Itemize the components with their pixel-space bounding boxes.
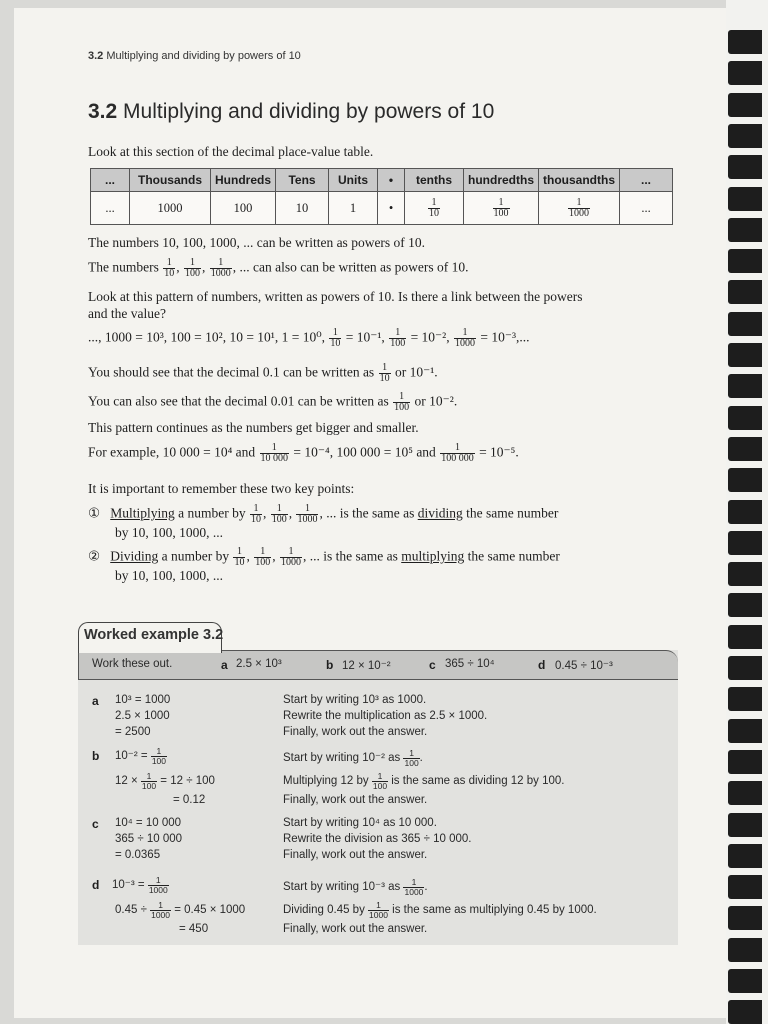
working-line: 365 ÷ 10 000 xyxy=(115,833,183,845)
part-c-letter: c xyxy=(92,817,99,831)
text-line: The numbers $\frac{1}{10}$ , $\frac{1}{100}$ , $\frac{1}{1000}$ , ... can also can be written as powers of 10. xyxy=(88,257,469,279)
explanation-line: Start by writing 10⁻³ as $\frac{1}{1000}$ . xyxy=(283,877,428,897)
part-expression: 2.5 × 10³ xyxy=(236,658,282,670)
binding-ring xyxy=(728,280,762,304)
explanation-line: Finally, work out the answer. xyxy=(283,726,428,738)
text-line: This pattern continues as the numbers get bigger and smaller. xyxy=(88,420,419,435)
binding-ring xyxy=(728,687,762,711)
part-letter: a xyxy=(221,658,228,672)
text-line: It is important to remember these two key points: xyxy=(88,481,355,496)
binding-ring xyxy=(728,343,762,367)
binding-ring xyxy=(728,656,762,680)
binding-ring xyxy=(728,562,762,586)
part-letter: b xyxy=(326,658,334,672)
working-line: = 0.0365 xyxy=(115,849,161,861)
binding-ring xyxy=(728,437,762,461)
binding-ring xyxy=(728,500,762,524)
table-header: tenths xyxy=(405,169,464,192)
binding-ring xyxy=(728,719,762,743)
working-line: 10⁻³ = $\frac{1}{1000}$ xyxy=(112,875,168,895)
table-cell: 1000 xyxy=(130,192,211,225)
worked-example-prompt: Work these out. xyxy=(92,658,173,670)
place-value-table xyxy=(90,168,673,225)
running-head xyxy=(88,50,301,62)
section-number: 3.2 xyxy=(88,100,118,123)
table-cell xyxy=(464,192,539,225)
part-expression: 0.45 ÷ 10⁻³ xyxy=(555,660,613,672)
binding-ring xyxy=(728,844,762,868)
explanation-line: Multiplying 12 by $\frac{1}{100}$ is the same as dividing 12 by 100. xyxy=(283,771,565,791)
table-cell: 10 xyxy=(276,192,329,225)
explanation-line: Finally, work out the answer. xyxy=(283,923,428,935)
key-point-1: ① Multiplying a number by $\frac{1}{10}$ , $\frac{1}{100}$ , $\frac{1}{1000}$ , ... is the same as dividing the same number xyxy=(88,503,559,525)
working-line: 12 × $\frac{1}{100}$ = 12 ÷ 100 xyxy=(115,771,215,791)
explanation-line: Start by writing 10⁻² as $\frac{1}{100}$ . xyxy=(283,748,423,768)
binding-ring xyxy=(728,124,762,148)
explanation-line: Rewrite the multiplication as 2.5 × 1000. xyxy=(283,710,488,722)
binding-ring xyxy=(728,30,762,54)
table-cell: ... xyxy=(620,192,673,225)
spiral-binding xyxy=(726,0,768,1024)
table-header: Units xyxy=(329,169,378,192)
part-letter: d xyxy=(538,658,546,672)
text-line: Look at this pattern of numbers, written as powers of 10. Is there a link between the powers xyxy=(88,289,583,304)
table-cell: 100 xyxy=(211,192,276,225)
binding-ring xyxy=(728,187,762,211)
explanation-line: Finally, work out the answer. xyxy=(283,794,428,806)
table-header: ... xyxy=(91,169,130,192)
working-line: 10⁻² = $\frac{1}{100}$ xyxy=(115,746,166,766)
table-cell xyxy=(405,192,464,225)
text-line: You should see that the decimal 0.1 can be written as $\frac{1}{10}$ or 10⁻¹. xyxy=(88,362,438,384)
table-header: thousandths xyxy=(539,169,620,192)
binding-ring xyxy=(728,93,762,117)
binding-ring xyxy=(728,750,762,774)
working-line: 0.45 ÷ $\frac{1}{1000}$ = 0.45 × 1000 xyxy=(115,900,246,920)
explanation-line: Start by writing 10⁴ as 10 000. xyxy=(283,817,437,829)
fraction: $\frac{1}{10}$ xyxy=(429,196,440,219)
part-expression: 12 × 10⁻² xyxy=(342,660,391,672)
working-line: 10⁴ = 10 000 xyxy=(115,817,182,829)
working-line: = 450 xyxy=(179,923,209,935)
working-line: 10³ = 1000 xyxy=(115,694,171,706)
table-header: ... xyxy=(620,169,673,192)
table-header: Tens xyxy=(276,169,329,192)
part-b-letter: b xyxy=(92,749,100,763)
text-line: The numbers 10, 100, 1000, ... can be written as powers of 10. xyxy=(88,235,426,250)
table-cell xyxy=(539,192,620,225)
key-point-2: ② Dividing a number by $\frac{1}{10}$ , $\frac{1}{100}$ , $\frac{1}{1000}$ , ... is the same as multiplying the same number xyxy=(88,546,560,568)
working-line: = 2500 xyxy=(115,726,151,738)
binding-ring xyxy=(728,781,762,805)
text-line: You can also see that the decimal 0.01 can be written as $\frac{1}{100}$ or 10⁻². xyxy=(88,391,458,413)
table-header: Hundreds xyxy=(211,169,276,192)
binding-ring xyxy=(728,406,762,430)
text-line: and the value? xyxy=(88,306,166,321)
section-title-text: Multiplying and dividing by powers of 10 xyxy=(123,100,495,123)
running-head-title: Multiplying and dividing by powers of 10 xyxy=(106,50,301,62)
binding-ring xyxy=(728,593,762,617)
fraction: $\frac{1}{100}$ xyxy=(493,196,509,219)
explanation-line: Dividing 0.45 by $\frac{1}{1000}$ is the same as multiplying 0.45 by 1000. xyxy=(283,900,597,920)
working-line: 2.5 × 1000 xyxy=(115,710,170,722)
table-cell: ... xyxy=(91,192,130,225)
table-row xyxy=(91,192,673,225)
text-line: For example, 10 000 = 10⁴ and $\frac{1}{10 000}$ = 10⁻⁴, 100 000 = 10⁵ and $\frac{1}{100 000}$ = 10⁻⁵. xyxy=(88,442,519,464)
explanation-line: Start by writing 10³ as 1000. xyxy=(283,694,427,706)
binding-ring xyxy=(728,906,762,930)
binding-ring xyxy=(728,875,762,899)
part-expression: 365 ÷ 10⁴ xyxy=(445,658,495,670)
section-title xyxy=(88,100,494,124)
explanation-line: Rewrite the division as 365 ÷ 10 000. xyxy=(283,833,472,845)
part-d-letter: d xyxy=(92,878,100,892)
binding-ring xyxy=(728,1000,762,1024)
table-header-row xyxy=(91,169,673,192)
part-letter: c xyxy=(429,658,436,672)
binding-ring xyxy=(728,813,762,837)
table-header: Thousands xyxy=(130,169,211,192)
explanation-line: Finally, work out the answer. xyxy=(283,849,428,861)
binding-ring xyxy=(728,938,762,962)
table-header: • xyxy=(378,169,405,192)
key-point-1-cont: by 10, 100, 1000, ... xyxy=(115,525,223,540)
binding-ring xyxy=(728,61,762,85)
key-point-2-cont: by 10, 100, 1000, ... xyxy=(115,568,223,583)
table-cell: • xyxy=(378,192,405,225)
table-header: hundredths xyxy=(464,169,539,192)
binding-ring xyxy=(728,312,762,336)
binding-ring xyxy=(728,625,762,649)
binding-ring xyxy=(728,249,762,273)
binding-ring xyxy=(728,374,762,398)
intro-text: Look at this section of the decimal place-value table. xyxy=(88,144,374,159)
running-head-number: 3.2 xyxy=(88,50,104,62)
table-cell: 1 xyxy=(329,192,378,225)
part-a-letter: a xyxy=(92,694,99,708)
binding-ring xyxy=(728,218,762,242)
working-line: = 0.12 xyxy=(173,794,206,806)
worked-example-label: Worked example 3.2 xyxy=(84,627,224,643)
binding-ring xyxy=(728,531,762,555)
binding-ring xyxy=(728,969,762,993)
fraction: $\frac{1}{1000}$ xyxy=(569,196,590,219)
binding-ring xyxy=(728,155,762,179)
binding-ring xyxy=(728,468,762,492)
text-line: ..., 1000 = 10³, 100 = 10², 10 = 10¹, 1 = 10⁰, $\frac{1}{10}$ = 10⁻¹, $\frac{1}{100}$ = 10⁻², $\frac{1}{1000}$ = 10⁻³,... xyxy=(88,327,530,349)
